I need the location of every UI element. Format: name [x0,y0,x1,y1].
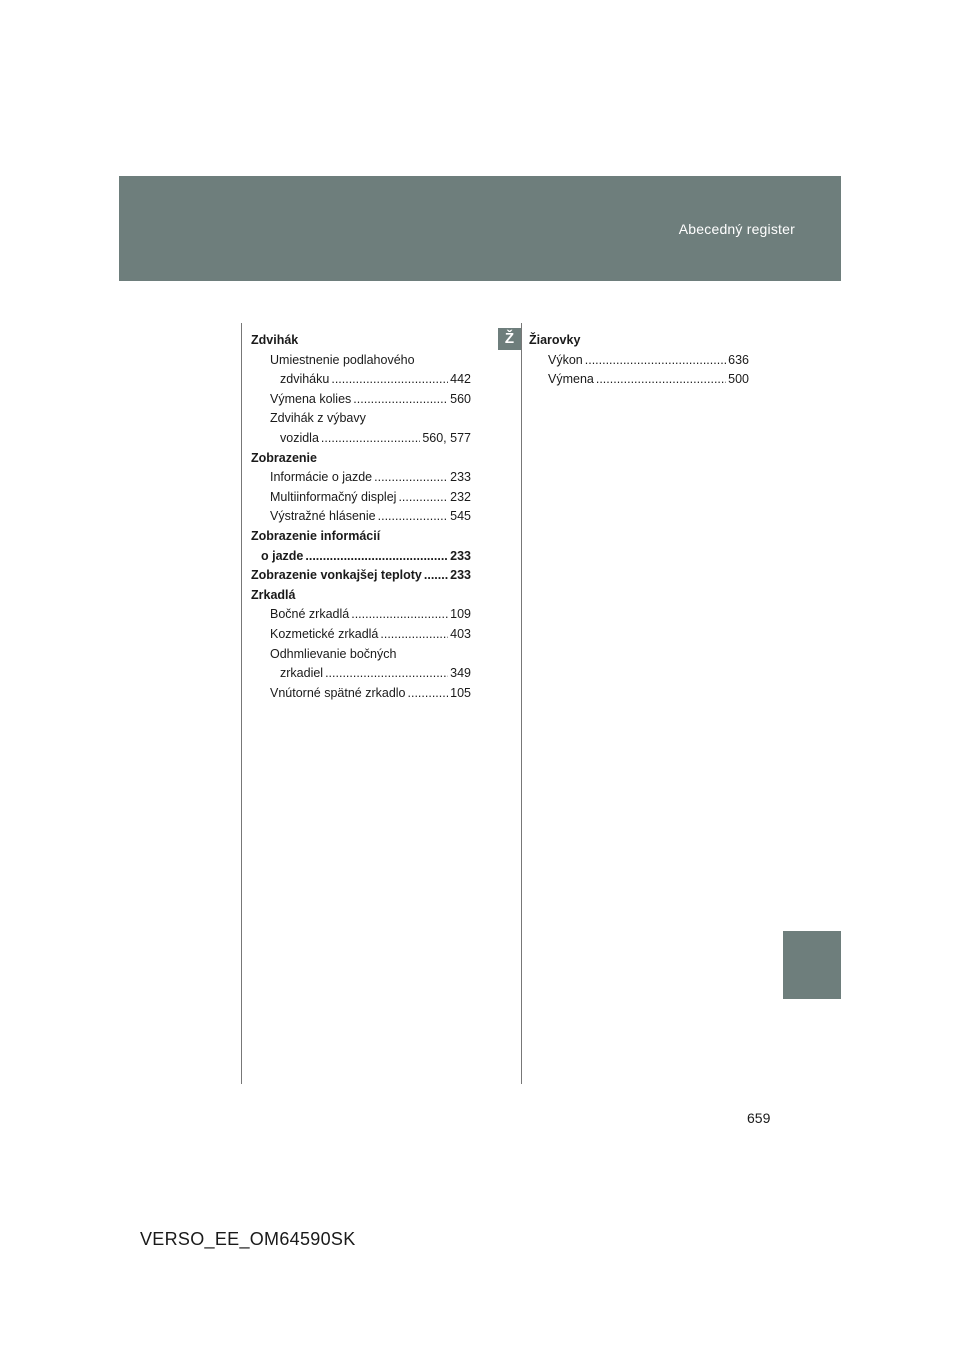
index-entry [529,351,749,371]
column-divider-left [241,323,242,1084]
index-entry [529,370,749,390]
index-entry [251,664,471,684]
leader-dots [378,507,449,527]
index-entry [251,684,471,704]
entry-text: zdviháku [280,372,330,387]
entry-text: Zobrazenie vonkajšej teploty [251,568,422,583]
letter-badge: Ž [498,328,521,350]
index-entry [251,468,471,488]
leader-dots [321,429,420,449]
index-heading: Zdvihák [251,333,299,347]
entry-text: Výkon [548,352,583,367]
entry-page: 545 [450,509,471,524]
entry-page: 560 [450,391,471,406]
index-entry [251,370,471,390]
index-subentry: Umiestnenie podlahového [270,352,415,367]
entry-text: zrkadiel [280,666,324,681]
document-code: VERSO_EE_OM64590SK [140,1229,356,1249]
section-tab [783,931,841,999]
column-divider-middle [521,323,522,1084]
leader-dots [331,370,448,390]
entry-page: 233 [450,568,471,583]
entry-text: Vnútorné spätné zrkadlo [270,685,406,700]
entry-page: 403 [450,626,471,641]
index-subentry: Zdvihák z výbavy [270,411,366,426]
entry-page: 233 [450,470,471,485]
index-heading: Žiarovky [529,333,581,347]
entry-text: Bočné zrkadlá [270,607,350,622]
leader-dots [374,468,448,488]
entry-text: o jazde [261,548,304,563]
index-subentry: Odhmlievanie bočných [270,646,397,661]
entry-page: 560, 577 [422,430,471,445]
entry-page: 636 [728,352,749,367]
entry-text: Výmena kolies [270,391,352,406]
entry-text: Výstražné hlásenie [270,509,376,524]
entry-text: Informácie o jazde [270,470,373,485]
section-title: Abecedný register [678,221,795,237]
leader-dots [398,488,448,508]
entry-page: 500 [728,372,749,387]
entry-page: 109 [450,607,471,622]
index-entry [251,429,471,449]
index-column-left [251,331,471,703]
leader-dots [585,351,726,371]
index-entry [251,547,471,567]
leader-dots [351,605,448,625]
entry-page: 105 [450,685,471,700]
entry-text: Multiinformačný displej [270,489,397,504]
leader-dots [305,547,448,567]
header-band [119,176,841,281]
leader-dots [380,625,448,645]
leader-dots [325,664,448,684]
index-entry [251,507,471,527]
index-heading: Zrkadlá [251,587,296,602]
index-entry [251,488,471,508]
leader-dots [596,370,726,390]
index-entry [251,625,471,645]
entry-page: 232 [450,489,471,504]
index-entry [251,605,471,625]
index-heading: Zobrazenie [251,450,317,465]
entry-text: vozidla [280,430,319,445]
entry-page: 349 [450,666,471,681]
index-entry [251,566,471,586]
index-heading: Zobrazenie informácií [251,528,381,543]
entry-page: 233 [450,548,471,563]
leader-dots [424,566,448,586]
entry-text: Výmena [548,372,594,387]
leader-dots [408,684,449,704]
page-number: 659 [747,1110,771,1126]
entry-text: Kozmetické zrkadlá [270,626,379,641]
index-column-right [529,331,749,390]
index-entry [251,390,471,410]
entry-page: 442 [450,372,471,387]
leader-dots [353,390,448,410]
